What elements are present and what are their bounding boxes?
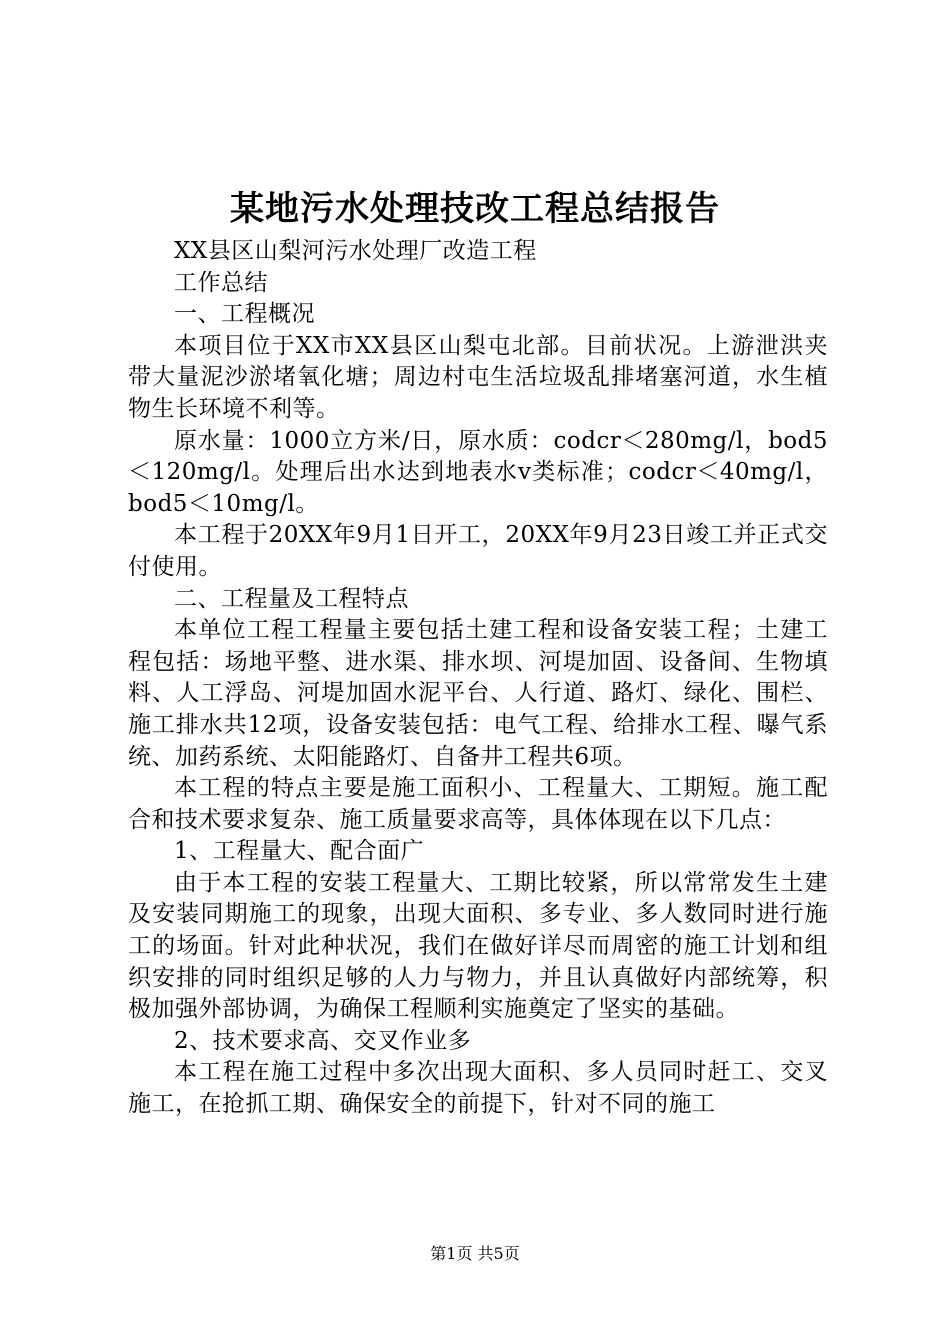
paragraph: 由于本工程的安装工程量大、工期比较紧，所以常常发生土建及安装同期施工的现象，出现大面积、多专业、多人数同时进行施工的场面。针对此种状况，我们在做好详尽而周密的施工计划和组织安排的同时组织足够的人力与物力，并且认真做好内部统筹，积极加强外部协调，为确保工程顺利实施奠定了坚实的基础。 [128,869,828,1023]
paragraph: XX县区山梨河污水处理厂改造工程 [174,238,537,264]
paragraph: 本工程于20XX年9月1日开工，20XX年9月23日竣工并正式交付使用。 [128,522,828,580]
section-heading: 一、工程概况 [174,301,315,328]
section-heading: 二、工程量及工程特点 [174,585,409,612]
paragraph: 本工程的特点主要是施工面积小、工程量大、工期短。施工配合和技术要求复杂、施工质量要求高等，具体体现在以下几点： [128,775,828,833]
document-body [128,236,828,1121]
subsection-heading: 1、工程量大、配合面广 [174,838,425,865]
paragraph: 本项目位于XX市XX县区山梨屯北部。目前状况。上游泄洪夹带大量泥沙淤堵氧化塘；周边村屯生活垃圾乱排堵塞河道，水生植物生长环境不利等。 [128,332,828,422]
paragraph: 本单位工程工程量主要包括土建工程和设备安装工程；土建工程包括：场地平整、进水渠、排水坝、河堤加固、设备间、生物填料、人工浮岛、河堤加固水泥平台、人行道、路灯、绿化、围栏、施工排水共12项，设备安装包括：电气工程、给排水工程、曝气系统、加药系统、太阳能路灯、自备井工程共6项。 [128,617,828,770]
page-number-footer: 第1页 共5页 [430,1244,520,1263]
paragraph: 本工程在施工过程中多次出现大面积、多人员同时赶工、交叉施工，在抢抓工期、确保安全的前提下，针对不同的施工 [128,1059,828,1118]
document-title: 某地污水处理技改工程总结报告 [230,189,720,229]
paragraph: 工作总结 [174,269,268,296]
subsection-heading: 2、技术要求高、交叉作业多 [174,1027,472,1054]
paragraph: 原水量：1000立方米/日，原水质：codcr＜280mg/l，bod5＜120mg/l。处理后出水达到地表水v类标准；codcr＜40mg/l，bod5＜10mg/l。 [128,427,828,517]
